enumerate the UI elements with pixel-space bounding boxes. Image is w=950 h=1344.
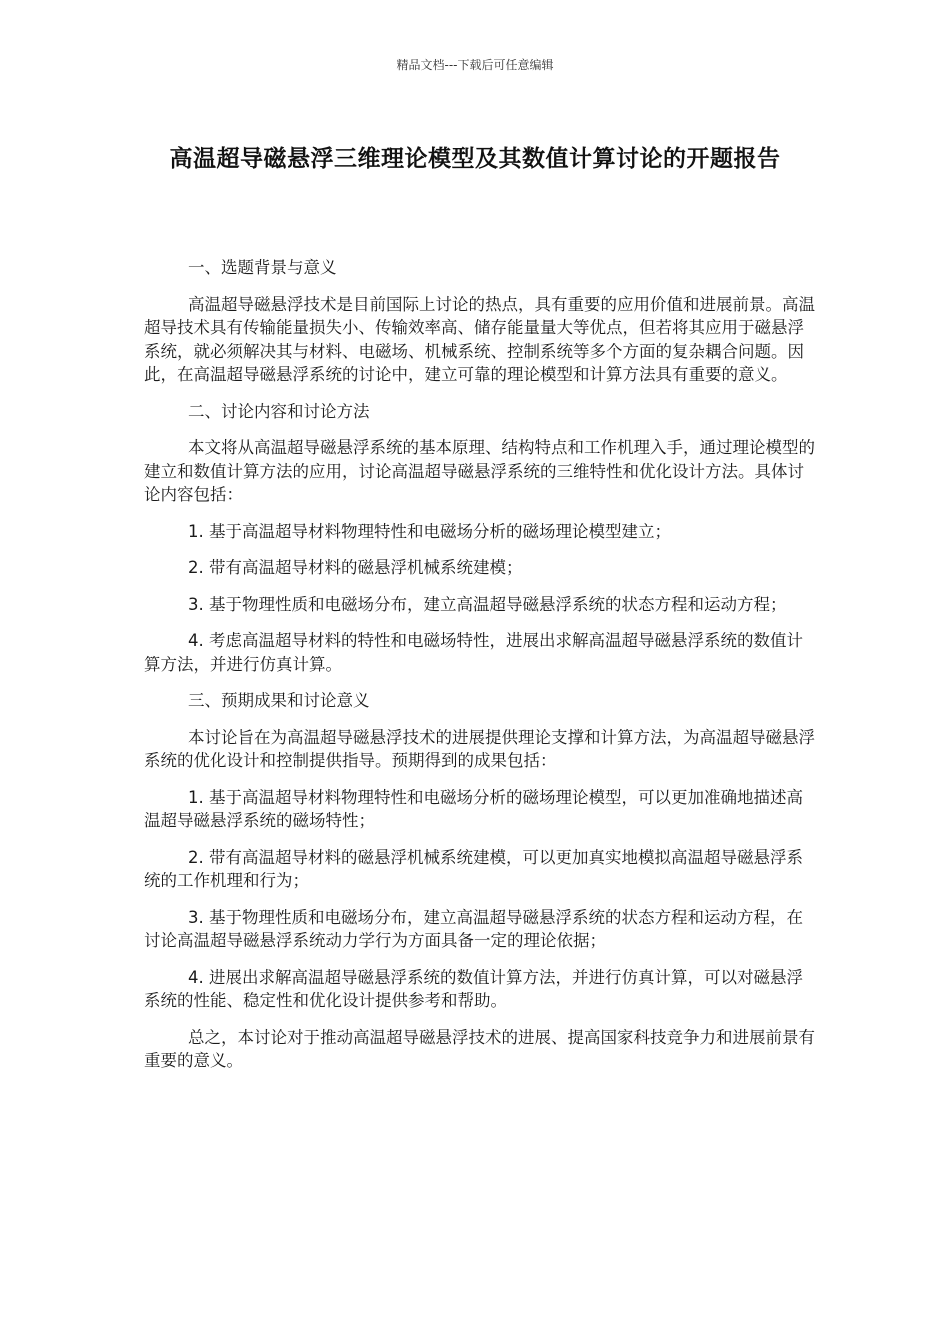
list-item: 3. 基于物理性质和电磁场分布，建立高温超导磁悬浮系统的状态方程和运动方程，在讨论高温超导磁悬浮系统动力学行为方面具备一定的理论依据； [144, 907, 803, 950]
list-item: 2. 带有高温超导材料的磁悬浮机械系统建模，可以更加真实地模拟高温超导磁悬浮系统的工作机理和行为； [144, 847, 803, 890]
list-item: 3. 基于物理性质和电磁场分布，建立高温超导磁悬浮系统的状态方程和运动方程； [188, 594, 787, 614]
paragraph-results-intro: 本讨论旨在为高温超导磁悬浮技术的进展提供理论支撑和计算方法，为高温超导磁悬浮系统的优化设计和控制提供指导。预期得到的成果包括： [144, 727, 815, 770]
list-item: 4. 进展出求解高温超导磁悬浮系统的数值计算方法，并进行仿真计算，可以对磁悬浮系统的性能、稳定性和优化设计提供参考和帮助。 [144, 967, 803, 1010]
section-heading-background: 一、选题背景与意义 [188, 258, 337, 277]
section-heading-content-methods: 二、讨论内容和讨论方法 [188, 401, 370, 421]
list-item: 4. 考虑高温超导材料的特性和电磁场特性，进展出求解高温超导磁悬浮系统的数值计算方法，并进行仿真计算。 [144, 631, 803, 674]
document-body [144, 256, 816, 1086]
list-item: 1. 基于高温超导材料物理特性和电磁场分析的磁场理论模型建立； [188, 521, 671, 541]
paragraph-conclusion: 总之，本讨论对于推动高温超导磁悬浮技术的进展、提高国家科技竞争力和进展前景有重要的意义。 [144, 1027, 815, 1070]
paragraph-content-intro: 本文将从高温超导磁悬浮系统的基本原理、结构特点和工作机理入手，通过理论模型的建立和数值计算方法的应用，讨论高温超导磁悬浮系统的三维特性和优化设计方法。具体讨论内容包括： [144, 438, 815, 504]
section-heading-expected-results: 三、预期成果和讨论意义 [188, 691, 370, 710]
document-title: 高温超导磁悬浮三维理论模型及其数值计算讨论的开题报告 [169, 146, 781, 172]
page-header-note: 精品文档---下载后可任意编辑 [396, 58, 554, 72]
list-item: 2. 带有高温超导材料的磁悬浮机械系统建模； [188, 558, 523, 577]
list-item: 1. 基于高温超导材料物理特性和电磁场分析的磁场理论模型，可以更加准确地描述高温超导磁悬浮系统的磁场特性； [144, 787, 803, 830]
paragraph-background: 高温超导磁悬浮技术是目前国际上讨论的热点，具有重要的应用价值和进展前景。高温超导技术具有传输能量损失小、传输效率高、储存能量量大等优点，但若将其应用于磁悬浮系统，就必须解决其与材料、电磁场、机械系统、控制系统等多个方面的复杂耦合问题。因此，在高温超导磁悬浮系统的讨论中，建立可靠的理论模型和计算方法具有重要的意义。 [144, 294, 815, 384]
